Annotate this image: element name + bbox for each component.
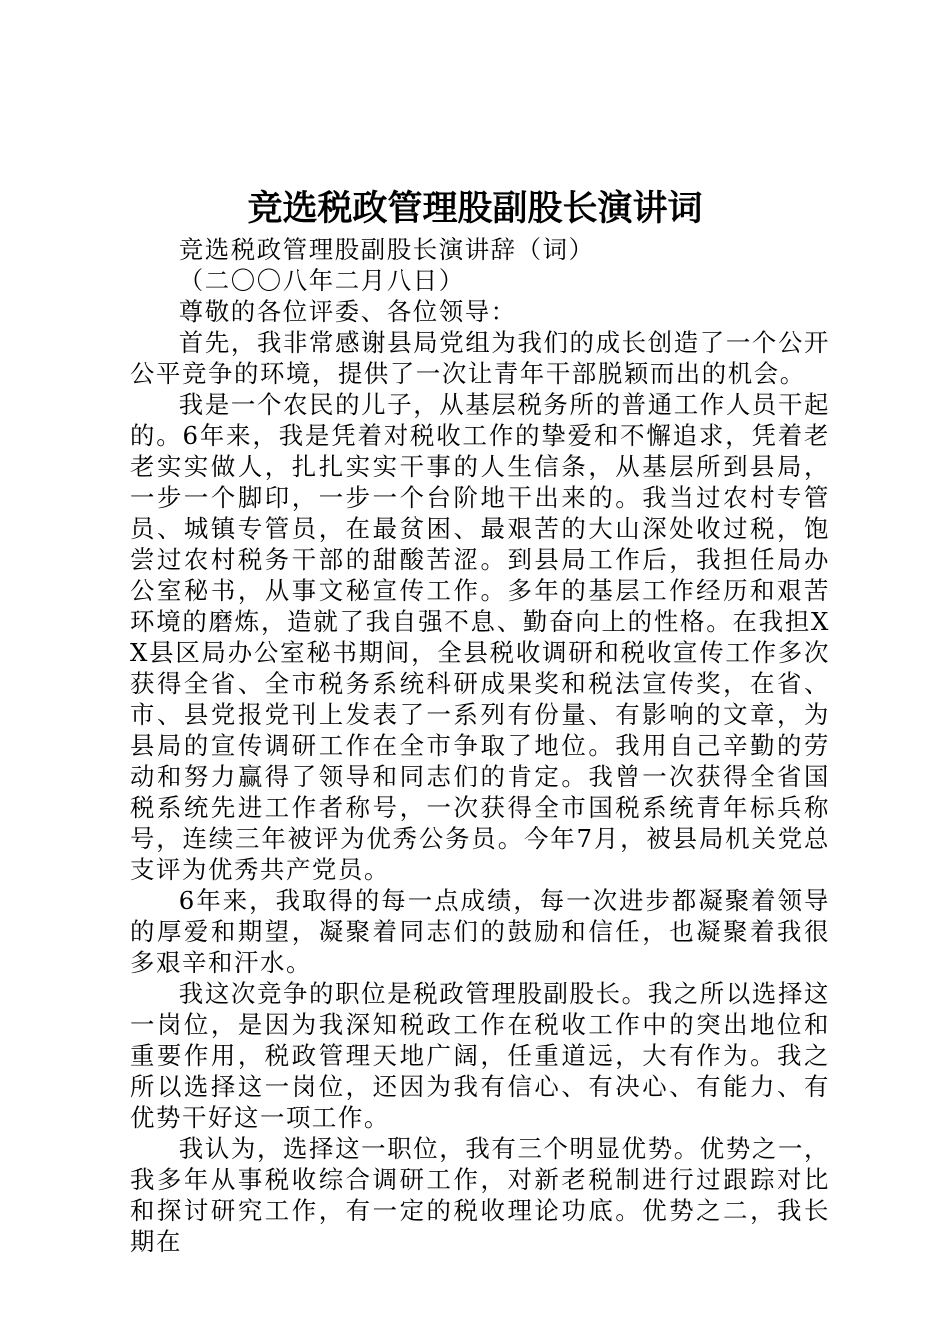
- body-paragraph: 我这次竞争的职位是税政管理股副股长。我之所以选择这一岗位，是因为我深知税政工作在税收工作中的突出地位和重要作用，税政管理天地广阔，任重道远，大有作为。我之所以选择这一岗位，还因为我有信心、有决心、有能力、有优势干好这一项工作。: [130, 979, 830, 1132]
- body-paragraph: 我认为，选择这一职位，我有三个明显优势。优势之一，我多年从事税收综合调研工作，对新老税制进行过跟踪对比和探讨研究工作，有一定的税收理论功底。优势之二，我长期在: [130, 1134, 830, 1256]
- speech-subtitle: 竞选税政管理股副股长演讲辞（词）: [178, 235, 595, 264]
- document-body: [130, 234, 830, 1257]
- body-paragraph: 首先，我非常感谢县局党组为我们的成长创造了一个公开公平竞争的环境，提供了一次让青年干部脱颖而出的机会。: [130, 328, 830, 388]
- salutation: 尊敬的各位评委、各位领导：: [178, 297, 517, 326]
- body-paragraph: 6年来，我取得的每一点成绩，每一次进步都凝聚着领导的厚爱和期望，凝聚着同志们的鼓励和信任，也凝聚着我很多艰辛和汗水。: [130, 886, 830, 977]
- document-title: 竞选税政管理股副股长演讲词: [247, 188, 703, 229]
- speech-date: （二〇〇八年二月八日）: [178, 266, 465, 295]
- body-paragraph: 我是一个农民的儿子，从基层税务所的普通工作人员干起的。6年来，我是凭着对税收工作的挚爱和不懈追求，凭着老老实实做人，扎扎实实干事的人生信条，从基层所到县局，一步一个脚印，一步一个台阶地干出来的。我当过农村专管员、城镇专管员，在最贫困、最艰苦的大山深处收过税，饱尝过农村税务干部的甜酸苦涩。到县局工作后，我担任局办公室秘书，从事文秘宣传工作。多年的基层工作经历和艰苦环境的磨炼，造就了我自强不息、勤奋向上的性格。在我担XX县区局办公室秘书期间，全县税收调研和税收宣传工作多次获得全省、全市税务系统科研成果奖和税法宣传奖，在省、市、县党报党刊上发表了一系列有份量、有影响的文章，为县局的宣传调研工作在全市争取了地位。我用自己辛勤的劳动和努力赢得了领导和同志们的肯定。我曾一次获得全省国税系统先进工作者称号，一次获得全市国税系统青年标兵称号，连续三年被评为优秀公务员。今年7月，被县局机关党总支评为优秀共产党员。: [130, 390, 830, 884]
